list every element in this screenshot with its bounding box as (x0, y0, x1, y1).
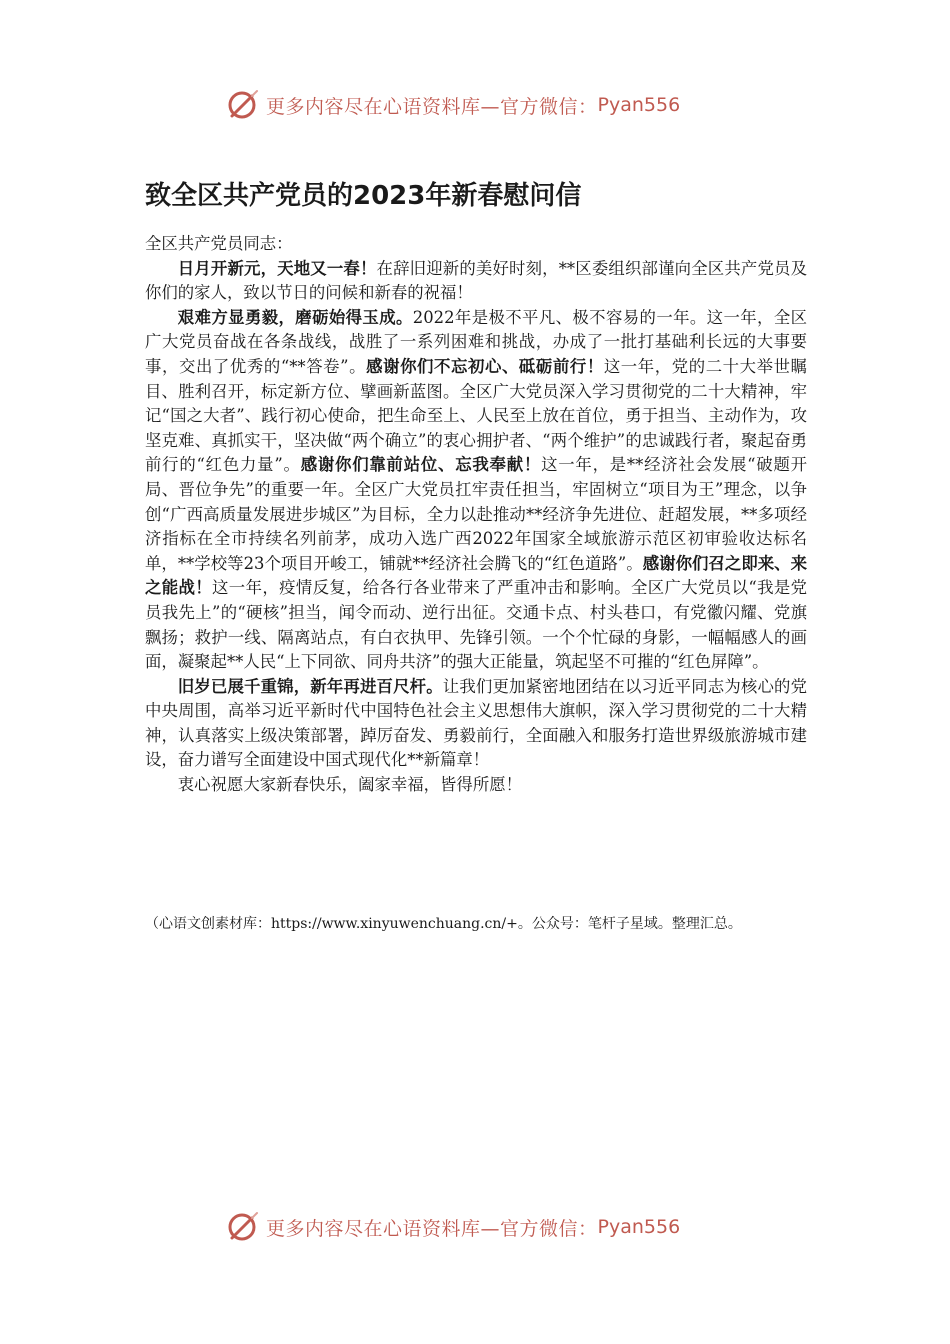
paragraph-2-bold-1: 感谢你们不忘初心、砥砺前行！ (366, 356, 604, 376)
banner-wechat-id: Pyan556 (597, 1216, 681, 1238)
paragraph-3-text: 让我们更加紧密地团结在以习近平同志为核心的党中央周围，高举习近平新时代中国特色社会主义思想伟大旗帜，深入学习贯彻党的二十大精神，认真落实上级决策部署，踔厉奋发、勇毅前行，全面融入和服务打造世界级旅游城市建设，奋力谱写全面建设中国式现代化**新篇章！ (145, 676, 807, 770)
letter-body (145, 232, 807, 798)
paragraph-2-text-1: 2022年是极不平凡、极不容易的一年。这一年，全区广大党员奋战在各条战线，战胜了一系列困难和挑战，办成了一批打基础利长远的大事要事，交出了优秀的“**答卷”。 (145, 307, 807, 376)
paragraph-2-bold-3: 感谢你们召之即来、来之能战！ (145, 553, 808, 598)
footer-banner (226, 1210, 746, 1244)
paragraph-2-bold-2: 感谢你们靠前站位、忘我奉献！ (300, 455, 542, 475)
paragraph-1-text: 在辞旧迎新的美好时刻，**区委组织部谨向全区共产党员及你们的家人，致以节日的问候和新春的祝福！ (145, 258, 807, 303)
paragraph-2-text-2: 这一年，党的二十大举世瞩目、胜利召开，标定新方位、擘画新蓝图。全区广大党员深入学习贯彻党的二十大精神，牢记“国之大者”、践行初心使命，把生命至上、人民至上放在首位，勇于担当、主动作为，攻坚克难、真抓实干，坚决做“两个确立”的衷心拥护者、“两个维护”的忠诚践行者，聚起奋勇前行的“红色力量”。 (145, 356, 807, 475)
greeting: 全区共产党员同志： (145, 234, 293, 253)
paragraph-2-text-4: 这一年，疫情反复，给各行各业带来了严重冲击和影响。全区广大党员以“我是党员我先上”的“硬核”担当，闻令而动、逆行出征。交通卡点、村头巷口，有党徽闪耀、党旗飘扬；救护一线、隔离站点，有白衣执甲、先锋引领。一个个忙碌的身影，一幅幅感人的画面，凝聚起**人民“上下同欲、同舟共济”的强大正能量，筑起坚不可摧的“红色屏障”。 (145, 578, 807, 672)
paragraph-2-lead: 艰难方显勇毅，磨砺始得玉成。 (177, 307, 413, 327)
paragraph-2-text-3: 这一年，是**经济社会发展“破题开局、晋位争先”的重要一年。全区广大党员扛牢责任担当，牢固树立“项目为王”理念，以争创“广西高质量发展进步城区”为目标，全力以赴推动**经济争先进位、赶超发展，**多项经济指标在全市持续名列前茅，成功入选广西2022年国家全域旅游示范区初审验收达标名单，**学校等23个项目开峻工，铺就**经济社会腾飞的“红色道路”。 (145, 455, 808, 573)
banner-text: 更多内容尽在心语资料库—官方微信： (266, 95, 598, 118)
paragraph-2 (145, 306, 807, 675)
banner-wechat-id: Pyan556 (597, 94, 681, 116)
paragraph-3-lead: 旧岁已展千重锦，新年再进百尺杆。 (177, 676, 443, 696)
closing: 衷心祝愿大家新春快乐，阖家幸福，皆得所愿！ (177, 775, 522, 795)
page-title: 致全区共产党员的2023年新春慰问信 (145, 181, 582, 211)
paragraph-1 (145, 257, 807, 306)
brush-pen-logo-icon (226, 1210, 260, 1244)
banner-text: 更多内容尽在心语资料库—官方微信： (266, 1217, 598, 1240)
brush-pen-logo-icon (226, 88, 260, 122)
paragraph-3 (145, 675, 807, 773)
header-banner (226, 88, 746, 122)
source-footnote: （心语文创素材库：https://www.xinyuwenchuang.cn/+。公众号：笔杆子星域。整理汇总。 (145, 916, 742, 932)
paragraph-1-lead: 日月开新元，天地又一春！ (177, 258, 377, 278)
